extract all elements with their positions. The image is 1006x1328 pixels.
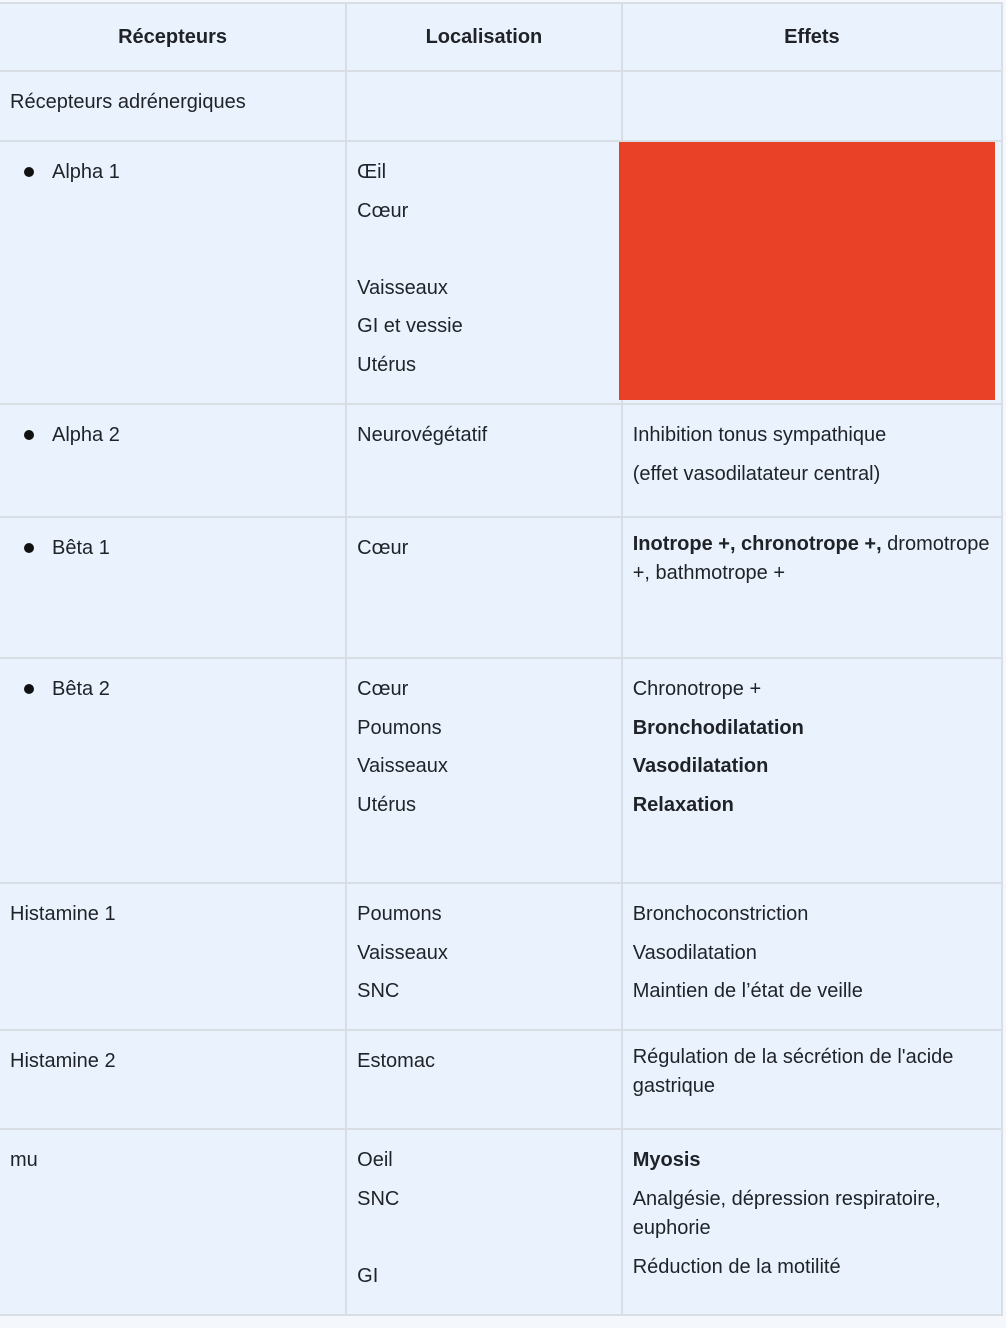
receptor-cell <box>0 517 346 658</box>
table-row <box>0 658 1002 883</box>
table-row <box>0 883 1002 1030</box>
location-cell <box>346 1129 622 1315</box>
bullet-icon <box>24 684 34 694</box>
location-cell <box>346 71 622 141</box>
location-item: Utérus <box>357 793 417 816</box>
effect-item: Analgésie, dépression respiratoire, euphorie <box>632 1187 941 1239</box>
location-item: Estomac <box>357 1050 435 1072</box>
receptor-cell <box>0 658 346 883</box>
effect-bold-text: Inotrope +, chronotrope +, <box>632 533 882 555</box>
receptor-label: Histamine 1 <box>10 903 116 925</box>
bullet-icon <box>24 167 34 177</box>
location-item: Neurovégétatif <box>357 424 488 446</box>
receptor-cell <box>0 1030 346 1129</box>
redaction-block <box>619 142 995 400</box>
location-cell <box>346 883 622 1030</box>
location-item: Utérus <box>357 353 417 376</box>
receptor-label: mu <box>10 1149 38 1171</box>
effect-item: Vasodilatation <box>632 941 757 964</box>
location-item: Vaisseaux <box>357 755 448 777</box>
effect-item: Bronchoconstriction <box>632 903 809 925</box>
table-row <box>0 517 1002 658</box>
receptor-label: Alpha 1 <box>52 161 120 183</box>
header-effects: Effets <box>622 3 1002 71</box>
location-cell <box>346 658 622 883</box>
location-item: Oeil <box>357 1149 393 1171</box>
table-row <box>0 71 1002 141</box>
location-cell <box>346 1030 622 1129</box>
receptor-label: Bêta 1 <box>52 537 110 559</box>
location-item: Poumons <box>357 716 442 739</box>
effects-cell <box>622 1030 1002 1129</box>
receptor-cell <box>0 71 346 141</box>
effects-cell <box>622 517 1002 658</box>
effects-cell <box>622 404 1002 517</box>
table-row <box>0 1030 1002 1129</box>
receptor-label: Bêta 2 <box>52 678 110 700</box>
location-item: Cœur <box>357 537 409 559</box>
receptor-label: Récepteurs adrénergiques <box>10 91 246 113</box>
receptor-label: Alpha 2 <box>52 424 120 446</box>
receptor-cell <box>0 141 346 404</box>
location-item: GI et vessie <box>357 315 463 337</box>
receptor-cell <box>0 1129 346 1315</box>
effect-item: Relaxation <box>632 793 734 816</box>
bullet-icon <box>24 543 34 553</box>
location-item: Œil <box>357 161 387 183</box>
effect-item: Inhibition tonus sympathique <box>632 424 887 446</box>
effects-cell <box>622 658 1002 883</box>
location-item: Poumons <box>357 903 442 925</box>
location-spacer <box>357 1218 611 1257</box>
effect-item: Réduction de la motilité <box>632 1255 841 1278</box>
location-item: Cœur <box>357 199 409 222</box>
effects-cell <box>622 883 1002 1030</box>
table-row <box>0 404 1002 517</box>
receptor-cell <box>0 404 346 517</box>
location-spacer <box>357 230 611 269</box>
location-cell <box>346 517 622 658</box>
header-location: Localisation <box>346 3 622 71</box>
location-item: SNC <box>357 1187 400 1210</box>
effect-item: Maintien de l’état de veille <box>632 980 863 1002</box>
receptor-label: Histamine 2 <box>10 1050 116 1072</box>
table-row <box>0 1129 1002 1315</box>
bottom-band <box>0 1319 1006 1328</box>
header-receptors: Récepteurs <box>0 3 346 71</box>
location-item: Vaisseaux <box>357 941 448 964</box>
location-item: SNC <box>357 980 400 1002</box>
bullet-icon <box>24 430 34 440</box>
header-row <box>0 3 1002 71</box>
effect-item: Régulation de la sécrétion de l'acide gastrique <box>632 1046 954 1097</box>
location-cell <box>346 141 622 404</box>
effect-item: (effet vasodilatateur central) <box>632 462 881 485</box>
location-cell <box>346 404 622 517</box>
effect-item: Bronchodilatation <box>632 716 804 739</box>
effects-cell <box>622 71 1002 141</box>
effect-item: Chronotrope + <box>632 678 762 700</box>
receptor-cell <box>0 883 346 1030</box>
effects-cell <box>622 1129 1002 1315</box>
effect-text: dromotrope +, bathmotrope + <box>632 533 990 584</box>
location-item: Vaisseaux <box>357 276 448 299</box>
location-item: Cœur <box>357 678 409 700</box>
location-item: GI <box>357 1264 379 1287</box>
effect-item: Vasodilatation <box>632 755 769 777</box>
effect-item: Myosis <box>632 1149 701 1171</box>
